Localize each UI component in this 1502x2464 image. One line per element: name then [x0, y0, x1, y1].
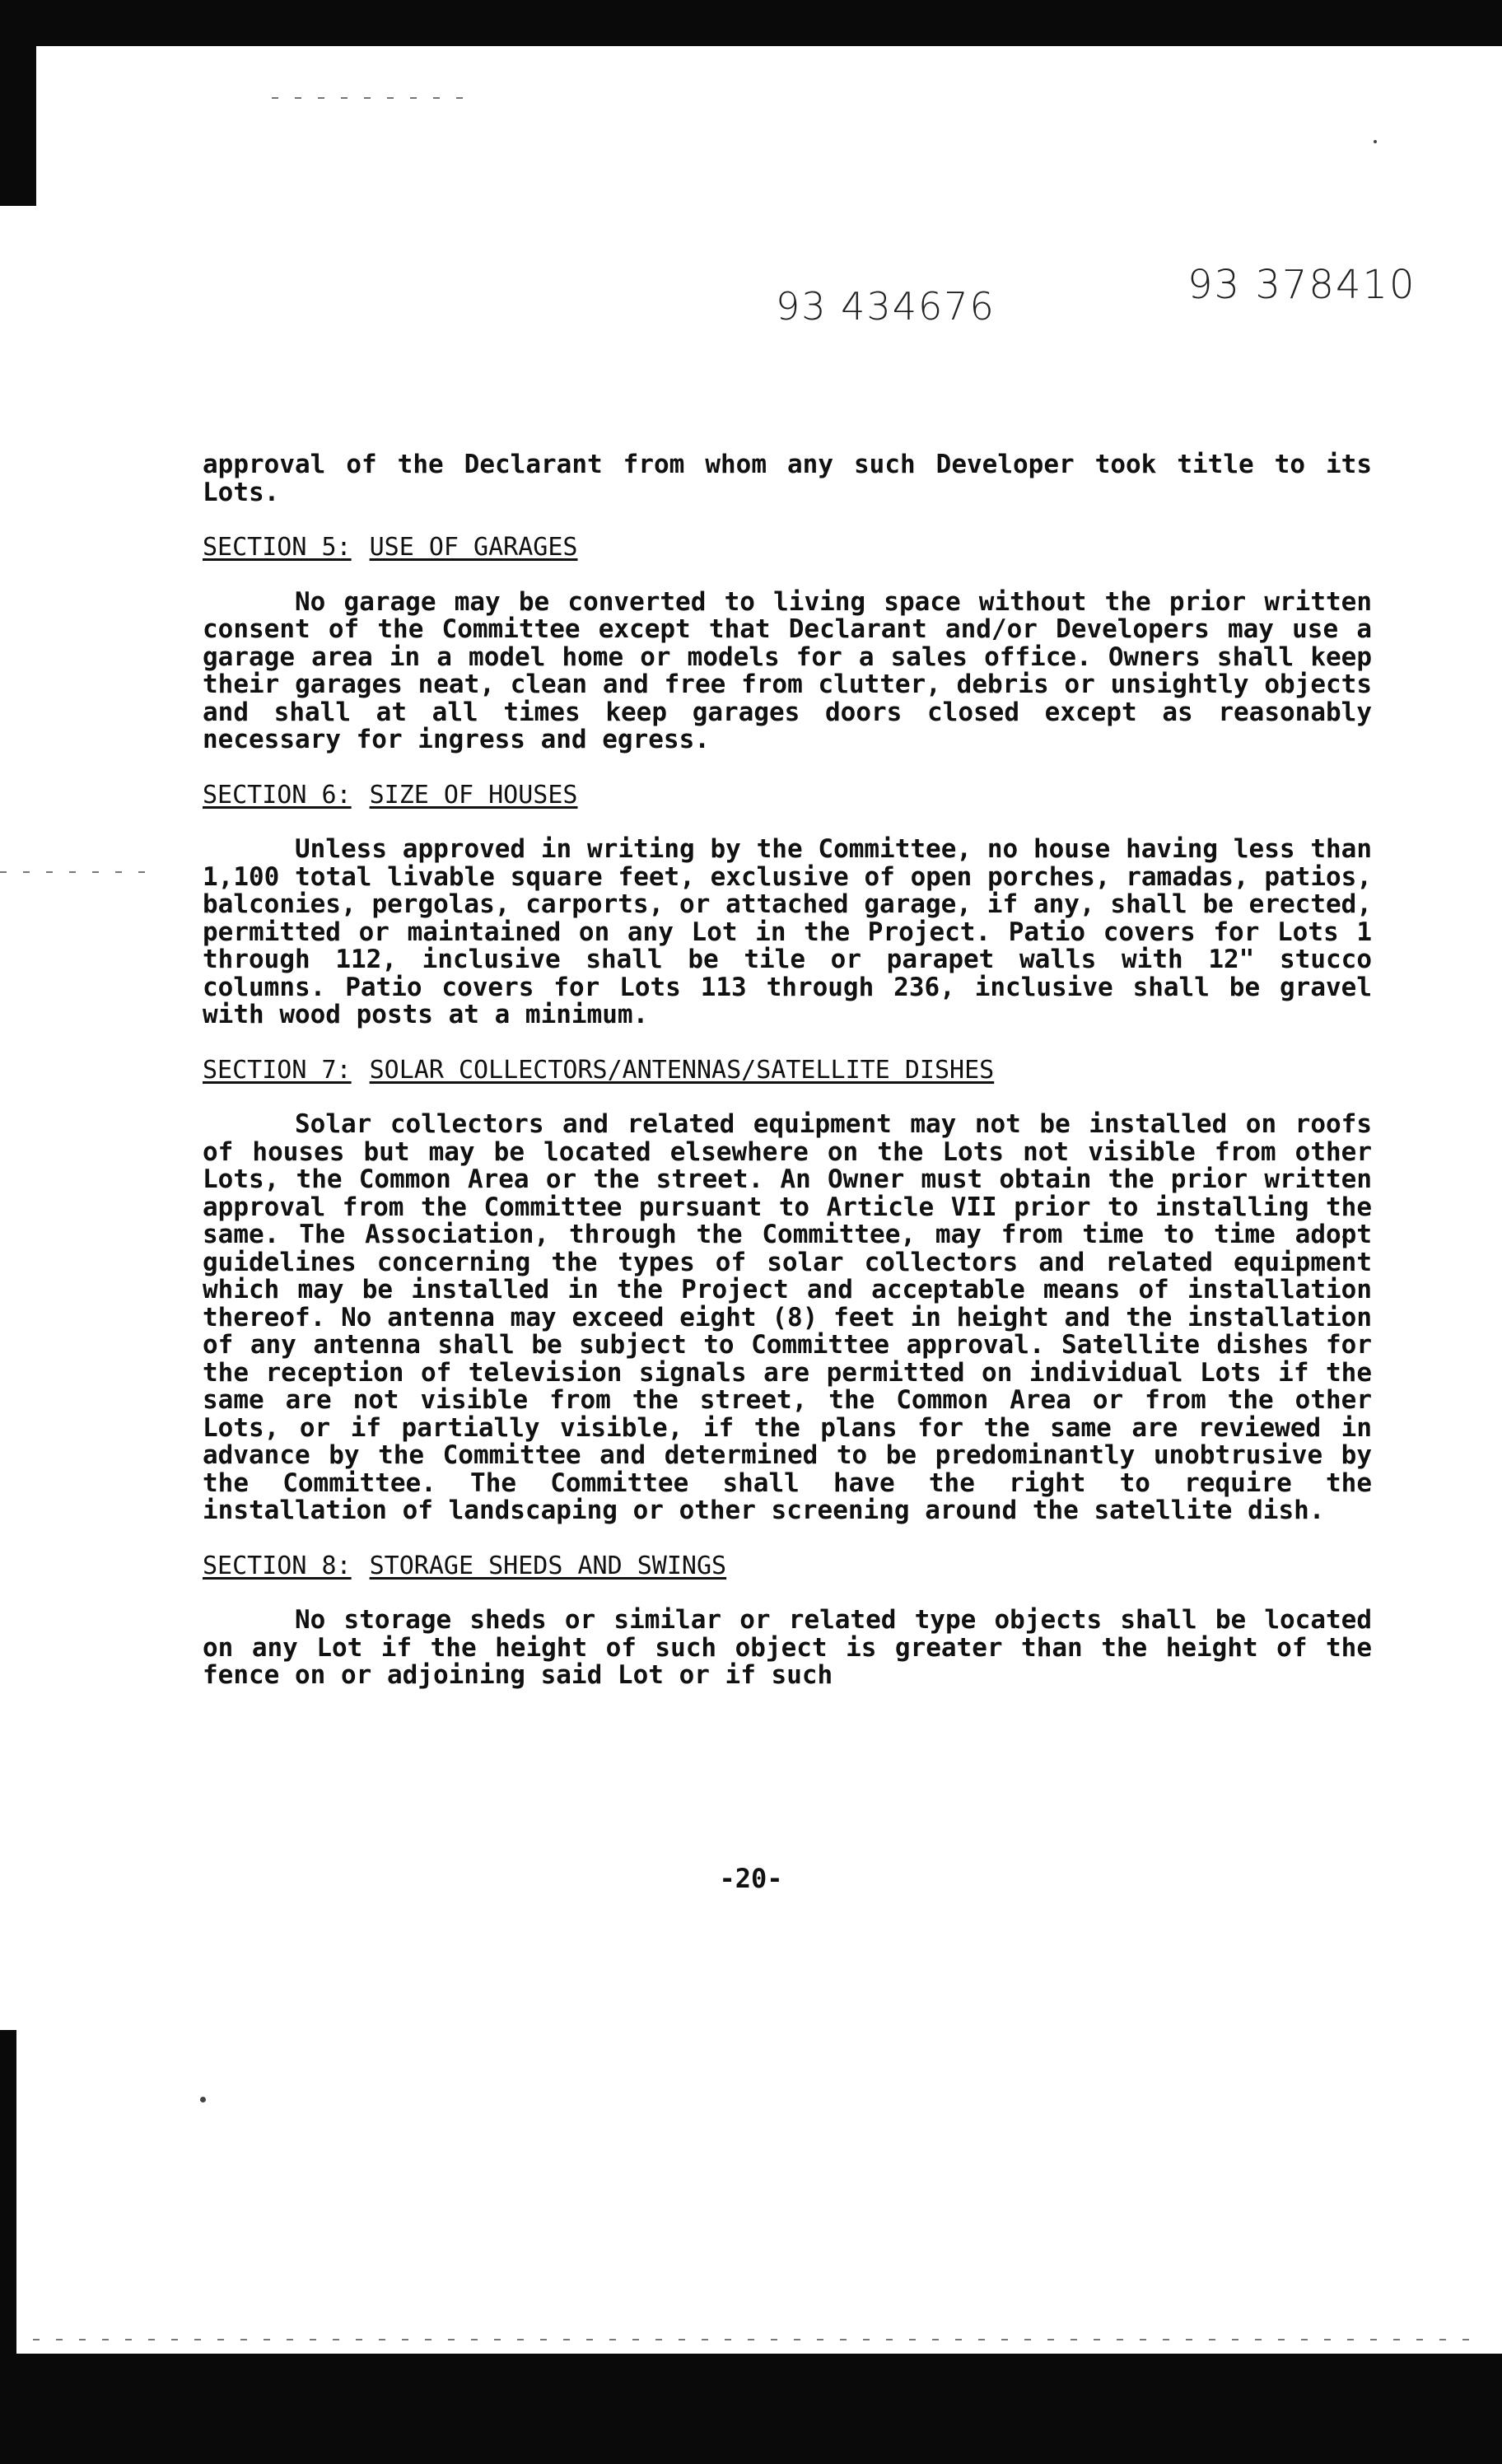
- section-number: SECTION 6:: [203, 780, 352, 810]
- document-page: [203, 451, 1372, 1690]
- scan-speck: [200, 2097, 206, 2102]
- scan-speck: [1374, 140, 1377, 143]
- scan-noise: [272, 97, 478, 99]
- section-title: SOLAR COLLECTORS/ANTENNAS/SATELLITE DISHES: [369, 1055, 995, 1085]
- section-heading: [203, 1552, 1372, 1580]
- section-heading: [203, 534, 1372, 562]
- section-number: SECTION 8:: [203, 1551, 352, 1580]
- section-body: Solar collectors and related equipment may not be installed on roofs of houses but may be located elsewhere on the Lots not visible from other Lots, the Common Area or the street. An Owner must obtain the prior written approval from the Committee pursuant to Article VII prior to installing the same. The Association, through the Committee, may from time to time adopt guidelines concerning the types of solar collectors and related equipment which may be installed in the Project and acceptable means of installation thereof. No antenna may exceed eight (8) feet in height and the installation of any antenna shall be subject to Committee approval. Satellite dishes for the reception of television signals are permitted on individual Lots if the same are not visible from the street, the Common Area or from the other Lots, or if partially visible, if the plans for the same are reviewed in advance by the Committee and determined to be predominantly unobtrusive by the Committee. The Committee shall have the right to require the installation of landscaping or other screening around the satellite dish.: [203, 1109, 1372, 1525]
- section-title: USE OF GARAGES: [369, 533, 578, 562]
- section-number: SECTION 5:: [203, 533, 352, 562]
- section-body: No garage may be converted to living space without the prior written consent of the Committee except that Declarant and/or Developers may use a garage area in a model home or models for a sales office. Owners shall keep their garages neat, clean and free from clutter, debris or unsightly objects and shall at all times keep garages doors closed except as reasonably necessary for ingress and egress.: [203, 586, 1372, 754]
- section-heading: [203, 1057, 1372, 1085]
- section-title: SIZE OF HOUSES: [369, 780, 578, 810]
- section-body: No storage sheds or similar or related type objects shall be located on any Lot if the height of such object is greater than the height of the fence on or adjoining said Lot or if such: [203, 1605, 1372, 1690]
- page-number: -20-: [719, 1863, 783, 1894]
- document-stamp-number: 93 434676: [776, 284, 996, 329]
- scan-border-bottom: [0, 2354, 1502, 2464]
- section-body: Unless approved in writing by the Committee, no house having less than 1,100 total livable square feet, exclusive of open porches, ramadas, patios, balconies, pergolas, carports, or attached garage, if any, shall be erected, permitted or maintained on any Lot in the Project. Patio covers for Lots 1 through 112, inclusive shall be tile or parapet walls with 12" stucco columns. Patio covers for Lots 113 through 236, inclusive shall be gravel with wood posts at a minimum.: [203, 834, 1372, 1029]
- scan-noise: [33, 2339, 1482, 2340]
- section-title: STORAGE SHEDS AND SWINGS: [369, 1551, 727, 1580]
- scan-border-left-top: [0, 0, 36, 206]
- scan-border-left-bottom: [0, 2030, 16, 2376]
- document-stamp-number: 93 378410: [1187, 262, 1416, 308]
- section-number: SECTION 7:: [203, 1055, 352, 1085]
- continuation-paragraph: approval of the Declarant from whom any such Developer took title to its Lots.: [203, 450, 1372, 507]
- scan-border-top: [0, 0, 1502, 46]
- scan-noise: [0, 871, 148, 873]
- section-heading: [203, 782, 1372, 810]
